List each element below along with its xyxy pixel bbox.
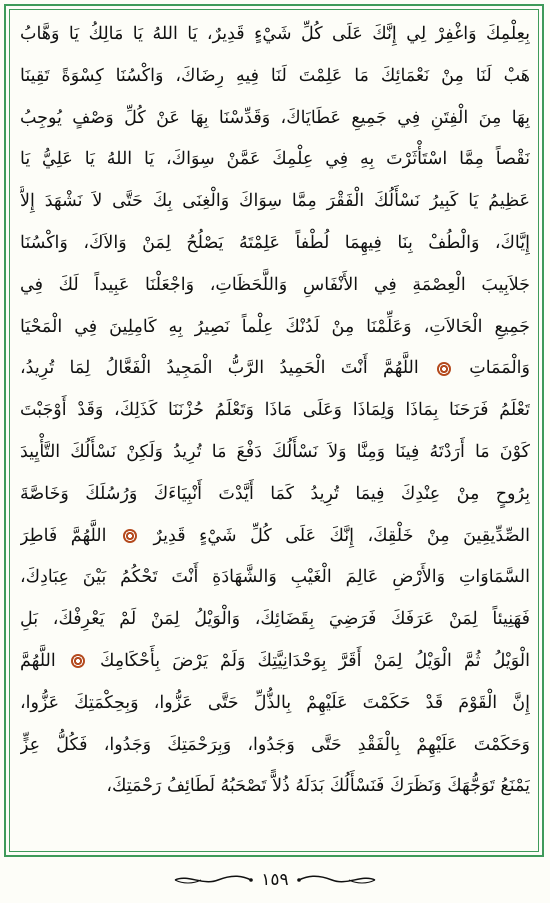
flourish-left-icon [173,872,253,888]
text-line: فَهَنِيئاً لِمَنْ عَرَفَكَ فَرَضِيَ بِقَضَائِكَ، وَالْوَيْلُ لِمَنْ لَمْ يَعْرِفْكَ، بَلِ [20,609,530,630]
text-line: كَوْنَ مَا أَرَدْتَهُ فِينَا وَمِنَّا وَلاَ نَسْأَلُكَ دَفْعَ مَا تُرِيدُ وَلَكِنْ نَسْأَلُكَ التَّأْيِيدَ [20,441,530,462]
rosette-icon [123,529,137,543]
text-line: بِعِلْمِكَ وَاغْفِرْ لِي إِنَّكَ عَلَى كُلِّ شَيْءٍ قَدِيرٌ، يَا اللهُ يَا مَالِكُ يَا وَهَّابُ [20,24,530,44]
text-line: وَالْمَمَاتِ اللَّهُمَّ أَنْتَ الْحَمِيدُ الرَّبُّ الْمَجِيدُ الْفَعَّالُ لِمَا تُرِيدُ، [20,358,530,379]
rosette-icon [437,362,451,376]
text-line: هَبْ لَنَا مِنْ نَعْمَائِكَ مَا عَلِمْتَ لَنَا فِيهِ رِضَاكَ، وَاكْسُنَا كِسْوَةً تَقِينَا [20,65,530,86]
prayer-text-block [20,14,530,808]
text-line: إِنَّ الْقَوْمَ قَدْ حَكَمْتَ عَلَيْهِمْ بِالذُّلِّ حَتَّى عَزُّوا، وَبِحِكْمَتِكَ عَزُّوا، [20,692,530,713]
text-line: الصِّدِّيقِينَ مِنْ خَلْقِكَ، إِنَّكَ عَلَى كُلِّ شَيْءٍ قَدِيرٌ اللَّهُمَّ فَاطِرَ [20,525,530,546]
text-line: يَمْنَعُ تَوَجُّهَكَ وَنَظَرَكَ فَنَسْأَلُكَ بَدَلَهُ ذُلاًّ تَصْحَبُهُ لَطَائِفُ رَحْمَتِكَ، [106,776,530,797]
text-line: إِيَّاكَ، وَالْطُفْ بِنَا فِيهِمَا لُطْفاً عَلِمْتَهُ يَصْلُحُ لِمَنْ وَالاَكَ، وَاكْسُنَا [20,232,530,253]
text-line: وَحَكَمْتَ عَلَيْهِمْ بِالْفَقْدِ حَتَّى وَجَدُوا، وَبِرَحْمَتِكَ وَجَدُوا، فَكُلُّ عِزٍّ [20,734,530,755]
page-number: ١٥٩ [261,870,289,890]
text-line: بِرُوحٍ مِنْ عِنْدِكَ فِيمَا تُرِيدُ كَمَا أَيَّدْتَ أَنْبِيَاءَكَ وَرُسُلَكَ وَخَاصَّةَ [20,483,530,504]
text-line: عَظِيمُ يَا كَبِيرُ نَسْأَلُكَ الْفَقْرَ مِمَّا سِوَاكَ وَالْغِنَى بِكَ حَتَّى لاَ نَشْهَدَ إِلاَّ [20,191,530,212]
text-line: تَعْلَمُ فَرَحَنَا بِمَاذَا وَلِمَاذَا وَعَلَى مَاذَا وَتَعْلَمُ حُزْنَنَا كَذَلِكَ، وَقَدْ أَوْجَبْتَ [20,400,530,421]
text-line: نَقْصاً مِمَّا اسْتَأْثَرْتَ بِهِ فِي عِلْمِكَ عَمَّنْ سِوَاكَ، يَا اللهُ يَا عَلِيُّ يَا [20,149,530,170]
page-footer [0,864,550,896]
text-line: بِهَا مِنَ الْفِتَنِ فِي جَمِيعِ عَطَايَاكَ، وَقَدِّسْنَا بِهَا عَنْ كُلِّ وَصْفٍ يُوجِبُ [20,107,530,128]
rosette-icon [71,654,85,668]
text-line: السَّمَاوَاتِ وَالأَرْضِ عَالِمَ الْغَيْبِ وَالشَّهَادَةِ أَنْتَ تَحْكُمُ بَيْنَ عِبَادِكَ، [20,567,530,588]
flourish-right-icon [297,872,377,888]
text-line: جَمِيعِ الْحَالاَتِ، وَعَلِّمْنَا مِنْ لَدُنْكَ عِلْماً نَصِيرُ بِهِ كَامِلِينَ فِي الْمَحْيَا [20,316,530,337]
text-line: الْوَيْلُ ثُمَّ الْوَيْلُ لِمَنْ أَقَرَّ بِوَحْدَانِيَّتِكَ وَلَمْ يَرْضَ بِأَحْكَامِكَ اللَّهُمَّ [20,650,530,671]
text-line: جَلاَبِيبَ الْعِصْمَةِ فِي الأَنْفَاسِ وَاللَّحَظَاتِ، وَاجْعَلْنَا عَبِيداً لَكَ فِي [20,274,530,295]
